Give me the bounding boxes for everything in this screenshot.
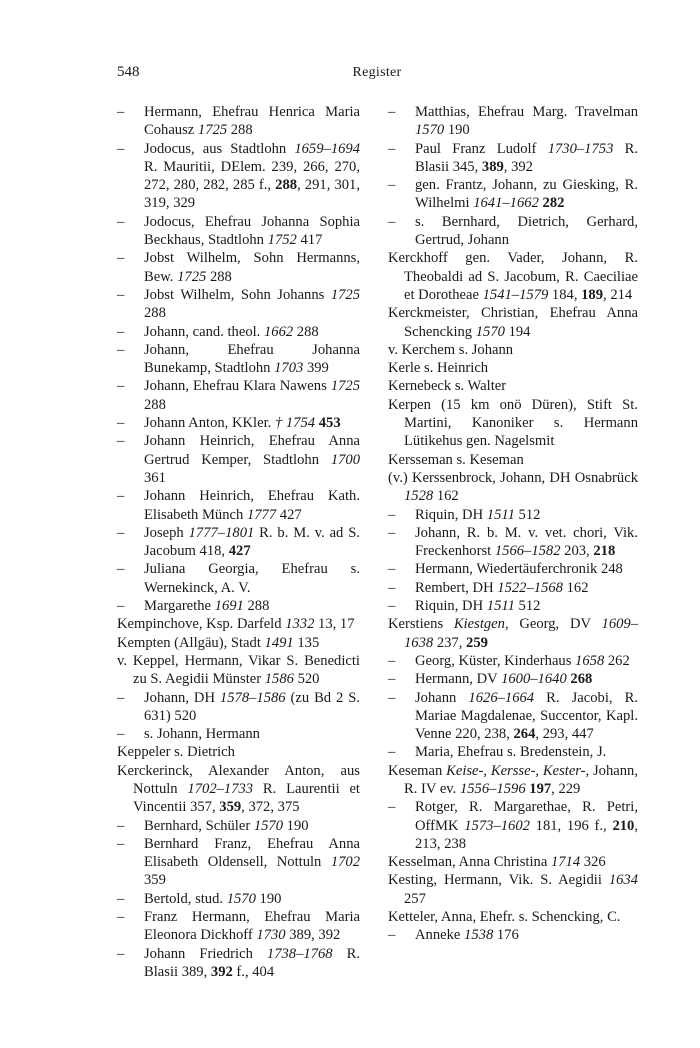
entry-main-page: 392 xyxy=(210,963,233,980)
entry-text: Ketteler, Anna, Ehefr. s. Schencking, C. xyxy=(388,909,621,926)
entry-date: 1573–1602 xyxy=(464,817,530,834)
entry-text: Jodocus, Ehefrau Johanna Sophia Beckhaus, Stadtlohn xyxy=(144,213,360,249)
index-entry xyxy=(388,615,638,652)
entry-text: , 293, 447 xyxy=(535,726,594,743)
entry-text: 288 xyxy=(144,305,166,322)
index-subentry xyxy=(117,945,360,982)
entry-text: R. Laurentii et Vincentii 357, xyxy=(133,780,360,816)
index-entry xyxy=(388,396,638,451)
index-subentry xyxy=(117,323,360,341)
entry-date: 1538 xyxy=(464,927,494,944)
entry-text: 417 xyxy=(296,232,323,249)
index-entry xyxy=(388,304,638,341)
entry-date: 1600–1640 xyxy=(501,671,567,688)
entry-text: 257 xyxy=(404,890,426,907)
index-subentry xyxy=(388,103,638,140)
index-subentry xyxy=(388,140,638,177)
page-header xyxy=(117,64,637,84)
index-subentry xyxy=(388,176,638,213)
entry-dash: – xyxy=(117,378,125,395)
entry-text: Hermann, DV xyxy=(415,671,502,688)
entry-text: v. Keppel, Hermann, Vikar S. Benedicti zu S. Aegidii Münster xyxy=(117,652,360,688)
entry-date: 1511 xyxy=(486,506,515,523)
entry-dash: – xyxy=(388,177,396,194)
entry-date: 1691 xyxy=(214,598,244,615)
entry-text: Paul Franz Ludolf xyxy=(415,140,548,157)
entry-text: , 392 xyxy=(503,158,533,175)
entry-text: Rembert, DH xyxy=(415,579,498,596)
entry-dash: – xyxy=(117,415,125,432)
index-subentry xyxy=(117,835,360,890)
entry-main-page: 389 xyxy=(481,158,504,175)
index-subentry xyxy=(388,689,638,744)
index-entry xyxy=(117,615,360,633)
index-subentry xyxy=(117,377,360,414)
entry-main-page: 453 xyxy=(318,415,341,432)
entry-text: 427 xyxy=(276,506,302,523)
index-subentry xyxy=(117,213,360,250)
entry-text: Kerstiens xyxy=(388,616,454,633)
entry-dash: – xyxy=(117,890,125,907)
entry-text: Keppeler s. Dietrich xyxy=(117,744,235,761)
entry-text: 176 xyxy=(493,927,519,944)
entry-text: Kerpen (15 km onö Düren), Stift St. Martini, Kanoniker s. Hermann Lütikehus gen. Nagelsmit xyxy=(388,396,638,450)
entry-date: 1777–1801 xyxy=(188,524,255,541)
entry-text: Kerle s. Heinrich xyxy=(388,360,489,377)
entry-text: v. Kerchem s. Johann xyxy=(388,341,514,358)
entry-dash: – xyxy=(117,341,125,358)
entry-text: Johann, cand. theol. xyxy=(144,323,264,340)
entry-date: 1491 xyxy=(264,634,294,651)
entry-text: , Georg, DV xyxy=(504,616,602,633)
entry-text: Jodocus, aus Stadtlohn xyxy=(144,140,295,157)
entry-date: 1570 xyxy=(226,890,256,907)
entry-date: 1586 xyxy=(264,671,294,688)
entry-dash: – xyxy=(388,506,396,523)
index-column-right xyxy=(388,103,638,945)
entry-text: Bernhard, Schüler xyxy=(144,817,254,834)
entry-text: Franz Hermann, Ehefrau Maria Eleonora Dickhoff xyxy=(144,909,360,944)
entry-text: 162 xyxy=(433,488,459,505)
index-subentry xyxy=(117,286,360,323)
entry-text: , 213, 238 xyxy=(415,817,638,852)
index-subentry xyxy=(117,817,360,835)
entry-date: 1703 xyxy=(274,360,304,377)
entry-date: 1725 xyxy=(177,268,207,285)
index-subentry xyxy=(117,487,360,524)
entry-text: Maria, Ehefrau s. Bredenstein, J. xyxy=(415,744,607,761)
entry-text: 181, 196 f., xyxy=(529,817,613,834)
entry-date: Keise-, Kersse-, Kester- xyxy=(446,762,586,779)
entry-text: , 291, 301, 319, 329 xyxy=(144,177,360,212)
entry-text: 184, xyxy=(548,286,582,303)
entry-date: 1578–1586 xyxy=(219,689,286,706)
index-subentry xyxy=(117,725,360,743)
entry-date: 1570 xyxy=(415,122,445,139)
entry-dash: – xyxy=(117,689,125,706)
index-entry xyxy=(388,341,638,359)
entry-text: 288 xyxy=(227,122,253,139)
entry-text: s. Johann, Hermann xyxy=(144,726,260,743)
entry-text: Kempinchove, Ksp. Darfeld xyxy=(117,616,286,633)
entry-text: R. Blasii 389, xyxy=(144,945,360,980)
entry-text: Johann Friedrich xyxy=(144,945,267,962)
entry-text: 262 xyxy=(604,652,630,669)
index-entry xyxy=(388,853,638,871)
entry-date: 1725 xyxy=(197,122,228,139)
entry-text: Riquin, DH xyxy=(415,598,487,615)
entry-main-page: 264 xyxy=(513,726,536,743)
index-entry xyxy=(117,634,360,652)
entry-dash: – xyxy=(117,140,125,157)
entry-text: , 229 xyxy=(551,780,581,797)
entry-dash: – xyxy=(117,726,125,743)
entry-text: 237, xyxy=(433,634,467,651)
entry-date: 1738–1768 xyxy=(266,945,333,962)
index-subentry xyxy=(117,249,360,286)
index-entry xyxy=(388,908,638,926)
index-entry xyxy=(388,469,638,506)
entry-dash: – xyxy=(388,799,396,816)
entry-dash: – xyxy=(117,817,125,834)
entry-text: Johann Heinrich, Ehefrau Kath. Elisabeth Münch xyxy=(144,488,360,523)
index-entry xyxy=(388,871,638,908)
index-subentry xyxy=(117,689,360,726)
entry-text: 190 xyxy=(283,817,309,834)
entry-text: R. Blasii 345, xyxy=(415,140,639,175)
entry-text: Riquin, DH xyxy=(415,506,487,523)
entry-dash: – xyxy=(117,433,125,450)
entry-text: Georg, Küster, Kinderhaus xyxy=(415,652,576,669)
index-entry xyxy=(117,762,360,817)
index-subentry xyxy=(388,213,638,250)
entry-text: 190 xyxy=(255,890,282,907)
entry-dash: – xyxy=(117,104,125,120)
entry-main-page: 268 xyxy=(570,671,593,688)
entry-text: f., 404 xyxy=(232,963,275,980)
entry-dash: – xyxy=(117,213,125,230)
entry-text: Juliana Georgia, Ehefrau s. Wernekinck, A. V. xyxy=(144,561,360,596)
entry-text: Keseman xyxy=(388,762,447,779)
index-subentry xyxy=(117,560,360,597)
index-entry xyxy=(388,377,638,395)
entry-dash: – xyxy=(388,524,396,541)
running-title: Register xyxy=(352,65,402,80)
entry-text: Johann Anton, KKler. xyxy=(144,415,275,432)
entry-date: 1725 xyxy=(330,378,360,395)
entry-date: 1730–1753 xyxy=(547,140,614,157)
entry-text: 512 xyxy=(514,598,541,615)
entry-text: Kempten (Allgäu), Stadt xyxy=(117,634,265,651)
entry-text: (v.) Kerssenbrock, Johann, DH Osnabrück xyxy=(388,469,638,486)
entry-text: 288 xyxy=(243,598,270,615)
entry-dash: – xyxy=(388,598,396,615)
index-entry xyxy=(117,743,360,761)
entry-date: 1609–1638 xyxy=(404,616,638,651)
entry-text: R. b. M. v. ad S. Jacobum 418, xyxy=(144,524,360,560)
entry-text: 203, xyxy=(560,543,594,560)
entry-text: Hermann, Wiedertäuferchronik 248 xyxy=(415,561,623,578)
entry-text: Joseph xyxy=(144,524,189,541)
entry-text: Bertold, stud. xyxy=(144,890,227,907)
entry-text: , 372, 375 xyxy=(241,799,300,816)
index-entry xyxy=(117,652,360,689)
entry-date: 1626–1664 xyxy=(468,689,535,706)
entry-dash: – xyxy=(117,598,125,615)
entry-text: 288 xyxy=(206,268,232,285)
entry-main-page: 259 xyxy=(466,634,488,651)
entry-dash: – xyxy=(388,671,396,688)
entry-text: 135 xyxy=(293,634,320,651)
entry-date: 1332 xyxy=(285,616,315,633)
entry-dash: – xyxy=(388,213,396,230)
entry-date: 1566–1582 xyxy=(494,543,561,560)
entry-text: Kerckerinck, Alexander Anton, aus Nottuln xyxy=(117,762,360,797)
entry-text: 162 xyxy=(562,579,589,596)
entry-text: 13, 17 xyxy=(314,616,355,633)
entry-date: † 1754 xyxy=(274,415,316,432)
entry-dash: – xyxy=(388,579,396,596)
index-entry xyxy=(388,762,638,799)
entry-date: 1556–1596 xyxy=(459,780,526,797)
entry-date: 1777 xyxy=(246,506,277,523)
index-subentry xyxy=(117,103,360,140)
entry-date: 1700 xyxy=(330,451,360,468)
index-subentry xyxy=(117,341,360,378)
entry-date: 1570 xyxy=(253,817,284,834)
entry-dash: – xyxy=(117,909,125,926)
entry-dash: – xyxy=(117,286,125,303)
entry-date: 1641–1662 xyxy=(473,195,539,212)
entry-date: 1511 xyxy=(486,598,515,615)
entry-main-page: 189 xyxy=(581,286,604,303)
entry-text: Kesselman, Anna Christina xyxy=(388,854,551,871)
entry-text: gen. Frantz, Johann, zu Giesking, R. Wilhelmi xyxy=(415,177,638,212)
index-subentry xyxy=(117,890,360,908)
entry-text: Matthias, Ehefrau Marg. Travelman xyxy=(415,104,638,120)
entry-main-page: 427 xyxy=(228,543,251,560)
entry-text: , 214 xyxy=(603,286,633,303)
entry-date: 1541–1579 xyxy=(482,286,549,303)
entry-dash: – xyxy=(117,488,125,505)
index-subentry xyxy=(117,414,360,432)
index-entry xyxy=(388,249,638,304)
entry-date: 1570 xyxy=(475,323,505,340)
entry-text: 190 xyxy=(444,122,470,139)
page-number: 548 xyxy=(117,64,140,80)
entry-date: 1702 xyxy=(330,854,360,871)
entry-text: Margarethe xyxy=(144,598,215,615)
entry-text: Johann, R. b. M. v. vet. chori, Vik. Freckenhorst xyxy=(415,524,638,560)
index-subentry xyxy=(388,926,638,944)
entry-text: R. Mauritii, DElem. 239, 266, 270, 272, 280, 282, 285 f., xyxy=(144,158,360,194)
index-subentry xyxy=(388,579,638,597)
index-subentry xyxy=(388,652,638,670)
index-subentry xyxy=(388,597,638,615)
entry-date: 1752 xyxy=(267,232,297,249)
entry-dash: – xyxy=(388,140,396,157)
index-subentry xyxy=(388,670,638,688)
index-subentry xyxy=(117,432,360,487)
entry-text: Kernebeck s. Walter xyxy=(388,378,507,395)
entry-text: Kerckmeister, Christian, Ehefrau Anna Schencking xyxy=(388,305,638,340)
entry-text: 288 xyxy=(144,396,166,413)
entry-text: s. Bernhard, Dietrich, Gerhard, Gertrud, Johann xyxy=(415,213,638,249)
entry-main-page: 197 xyxy=(529,780,552,797)
entry-dash: – xyxy=(388,652,396,669)
entry-date: 1522–1568 xyxy=(497,579,563,596)
entry-text: 520 xyxy=(293,671,320,688)
entry-text: 359 xyxy=(144,872,166,889)
entry-text: 361 xyxy=(144,469,166,486)
entry-date: 1658 xyxy=(575,652,605,669)
entry-main-page: 218 xyxy=(593,543,616,560)
index-entry xyxy=(388,451,638,469)
entry-text: , Johann, R. IV ev. xyxy=(404,762,638,797)
entry-text: Johann, Ehefrau Klara Nawens xyxy=(144,378,331,395)
index-subentry xyxy=(388,560,638,578)
entry-date: 1528 xyxy=(404,488,434,505)
entry-text: Johann xyxy=(415,689,469,706)
index-subentry xyxy=(388,524,638,561)
entry-text: Jobst Wilhelm, Sohn Hermanns, Bew. xyxy=(144,250,360,285)
index-subentry xyxy=(388,798,638,853)
entry-text: Jobst Wilhelm, Sohn Johanns xyxy=(144,286,331,303)
entry-dash: – xyxy=(388,689,396,706)
index-column-left xyxy=(117,103,360,981)
entry-date: Kiestgen xyxy=(453,616,505,633)
index-subentry xyxy=(388,506,638,524)
entry-dash: – xyxy=(388,927,396,944)
entry-text: Johann, DH xyxy=(144,689,220,706)
entry-text: 512 xyxy=(514,506,541,523)
entry-date: 1714 xyxy=(550,854,581,871)
index-entry xyxy=(388,359,638,377)
entry-text: Bernhard Franz, Ehefrau Anna Elisabeth Oldensell, Nottuln xyxy=(144,835,360,871)
entry-main-page: 210 xyxy=(612,817,635,834)
entry-text: 288 xyxy=(293,323,319,340)
entry-text: (zu Bd 2 S. 631) 520 xyxy=(144,689,360,724)
entry-text: Kerckhoff gen. Vader, Johann, R. Theobaldi ad S. Jacobum, R. Caeciliae et Dorotheae xyxy=(388,250,638,303)
entry-dash: – xyxy=(117,561,125,578)
entry-text: 389, 392 xyxy=(285,927,341,944)
index-subentry xyxy=(117,597,360,615)
index-subentry xyxy=(117,140,360,213)
index-subentry xyxy=(117,908,360,945)
entry-dash: – xyxy=(117,835,125,852)
entry-text: Kesting, Hermann, Vik. S. Aegidii xyxy=(388,872,609,889)
entry-main-page: 359 xyxy=(219,799,242,816)
entry-date: 1662 xyxy=(263,323,294,340)
entry-date: 1730 xyxy=(256,927,286,944)
entry-text: 399 xyxy=(303,360,329,377)
entry-text: 194 xyxy=(504,323,531,340)
index-subentry xyxy=(117,524,360,561)
entry-main-page: 288 xyxy=(275,177,298,194)
entry-main-page: 282 xyxy=(542,195,565,212)
entry-date: 1659–1694 xyxy=(294,140,360,157)
entry-dash: – xyxy=(117,945,125,962)
index-subentry xyxy=(388,743,638,761)
entry-date: 1702–1733 xyxy=(187,780,254,797)
entry-text: Johann, Ehefrau Johanna Bunekamp, Stadtlohn xyxy=(144,341,360,377)
entry-dash: – xyxy=(388,104,396,120)
entry-text: 326 xyxy=(580,854,606,871)
entry-dash: – xyxy=(388,744,396,761)
entry-text: Anneke xyxy=(415,927,465,944)
entry-dash: – xyxy=(117,323,125,340)
entry-text: R. Jacobi, R. Mariae Magdalenae, Succentor, Kapl. Venne 220, 238, xyxy=(415,689,638,743)
entry-dash: – xyxy=(388,561,396,578)
entry-text: Johann Heinrich, Ehefrau Anna Gertrud Kemper, Stadtlohn xyxy=(144,433,360,468)
entry-text: Kersseman s. Keseman xyxy=(388,451,524,468)
entry-text: Hermann, Ehefrau Henrica Maria Cohausz xyxy=(144,104,360,139)
entry-dash: – xyxy=(117,524,125,541)
entry-text: Rotger, R. Margarethae, R. Petri, OffMK xyxy=(415,799,638,834)
entry-date: 1725 xyxy=(330,286,360,303)
entry-date: 1634 xyxy=(608,872,638,889)
entry-dash: – xyxy=(117,250,125,267)
